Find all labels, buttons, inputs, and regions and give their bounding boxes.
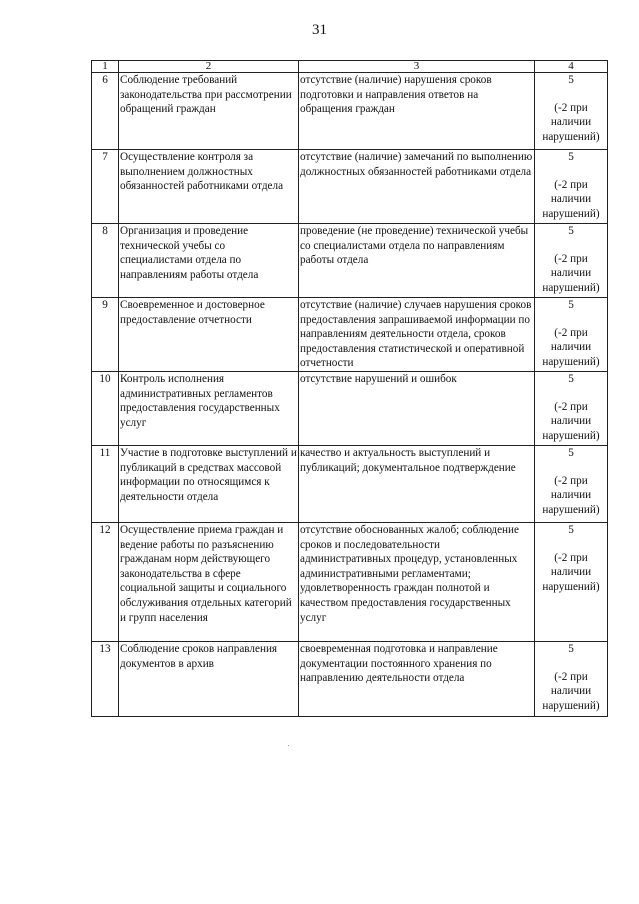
score-value: 5 bbox=[568, 447, 574, 459]
criterion-cell: Осуществление приема граждан и ведение работы по разъяснению гражданам норм действующего законодательства в сфере социальной защиты и социального обслуживания отдельных категорий и групп населения bbox=[119, 523, 299, 642]
header-col-1: 1 bbox=[92, 61, 119, 73]
row-number: 6 bbox=[92, 73, 119, 150]
indicator-cell: отсутствие (наличие) нарушения сроков подготовки и направления ответов на обращения граждан bbox=[299, 73, 535, 150]
criterion-cell: Контроль исполнения административных регламентов предоставления государственных услуг bbox=[119, 372, 299, 446]
criterion-cell: Участие в подготовке выступлений и публикаций в средствах массовой информации по относящимся к деятельности отдела bbox=[119, 446, 299, 523]
indicator-cell: качество и актуальность выступлений и публикаций; документальное подтверждение bbox=[299, 446, 535, 523]
row-number: 13 bbox=[92, 642, 119, 717]
score-value: 5 bbox=[568, 151, 574, 163]
score-value: 5 bbox=[568, 373, 574, 385]
score-value: 5 bbox=[568, 643, 574, 655]
score-note: (-2 при наличии нарушений) bbox=[542, 551, 600, 593]
table-row bbox=[92, 224, 608, 298]
row-number: 7 bbox=[92, 150, 119, 224]
scan-speck bbox=[288, 745, 289, 746]
score-note: (-2 при наличии нарушений) bbox=[542, 670, 600, 712]
score-note: (-2 при наличии нарушений) bbox=[542, 252, 600, 294]
score-value: 5 bbox=[568, 524, 574, 536]
table-header-row bbox=[92, 61, 608, 73]
row-number: 11 bbox=[92, 446, 119, 523]
indicator-cell: отсутствие (наличие) случаев нарушения сроков предоставления запрашиваемой информации по направлениям деятельности отдела, сроков предоставления статистической и оперативной отчетности bbox=[299, 298, 535, 372]
score-cell bbox=[535, 224, 608, 298]
table-row bbox=[92, 73, 608, 150]
indicator-cell: отсутствие нарушений и ошибок bbox=[299, 372, 535, 446]
header-col-4: 4 bbox=[535, 61, 608, 73]
score-cell bbox=[535, 73, 608, 150]
criterion-cell: Соблюдение сроков направления документов в архив bbox=[119, 642, 299, 717]
table-row bbox=[92, 446, 608, 523]
score-value: 5 bbox=[568, 225, 574, 237]
score-cell bbox=[535, 523, 608, 642]
header-col-2: 2 bbox=[119, 61, 299, 73]
table-row bbox=[92, 150, 608, 224]
row-number: 10 bbox=[92, 372, 119, 446]
score-note: (-2 при наличии нарушений) bbox=[542, 400, 600, 442]
row-number: 12 bbox=[92, 523, 119, 642]
score-note: (-2 при наличии нарушений) bbox=[542, 326, 600, 368]
score-value: 5 bbox=[568, 74, 574, 86]
table-row bbox=[92, 642, 608, 717]
criterion-cell: Осуществление контроля за выполнением должностных обязанностей работниками отдела bbox=[119, 150, 299, 224]
score-value: 5 bbox=[568, 299, 574, 311]
table-row bbox=[92, 372, 608, 446]
score-cell bbox=[535, 298, 608, 372]
score-cell bbox=[535, 446, 608, 523]
criterion-cell: Организация и проведение технической учебы со специалистами отдела по направлениям работы отдела bbox=[119, 224, 299, 298]
score-cell bbox=[535, 642, 608, 717]
row-number: 8 bbox=[92, 224, 119, 298]
score-cell bbox=[535, 372, 608, 446]
indicator-cell: своевременная подготовка и направление документации постоянного хранения по направлению деятельности отдела bbox=[299, 642, 535, 717]
score-note: (-2 при наличии нарушений) bbox=[542, 101, 600, 143]
criterion-cell: Соблюдение требований законодательства при рассмотрении обращений граждан bbox=[119, 73, 299, 150]
criteria-table bbox=[91, 60, 608, 717]
table-row bbox=[92, 298, 608, 372]
indicator-cell: отсутствие обоснованных жалоб; соблюдение сроков и последовательности административных процедур, установленных административными регламентами; удовлетворенность граждан полнотой и качеством предоставления государственных услуг bbox=[299, 523, 535, 642]
page-number: 31 bbox=[312, 22, 327, 38]
criterion-cell: Своевременное и достоверное предоставление отчетности bbox=[119, 298, 299, 372]
row-number: 9 bbox=[92, 298, 119, 372]
indicator-cell: проведение (не проведение) технической учебы со специалистами отдела по направлениям работы отдела bbox=[299, 224, 535, 298]
indicator-cell: отсутствие (наличие) замечаний по выполнению должностных обязанностей работниками отдела bbox=[299, 150, 535, 224]
header-col-3: 3 bbox=[299, 61, 535, 73]
table-row bbox=[92, 523, 608, 642]
score-cell bbox=[535, 150, 608, 224]
score-note: (-2 при наличии нарушений) bbox=[542, 474, 600, 516]
score-note: (-2 при наличии нарушений) bbox=[542, 178, 600, 220]
